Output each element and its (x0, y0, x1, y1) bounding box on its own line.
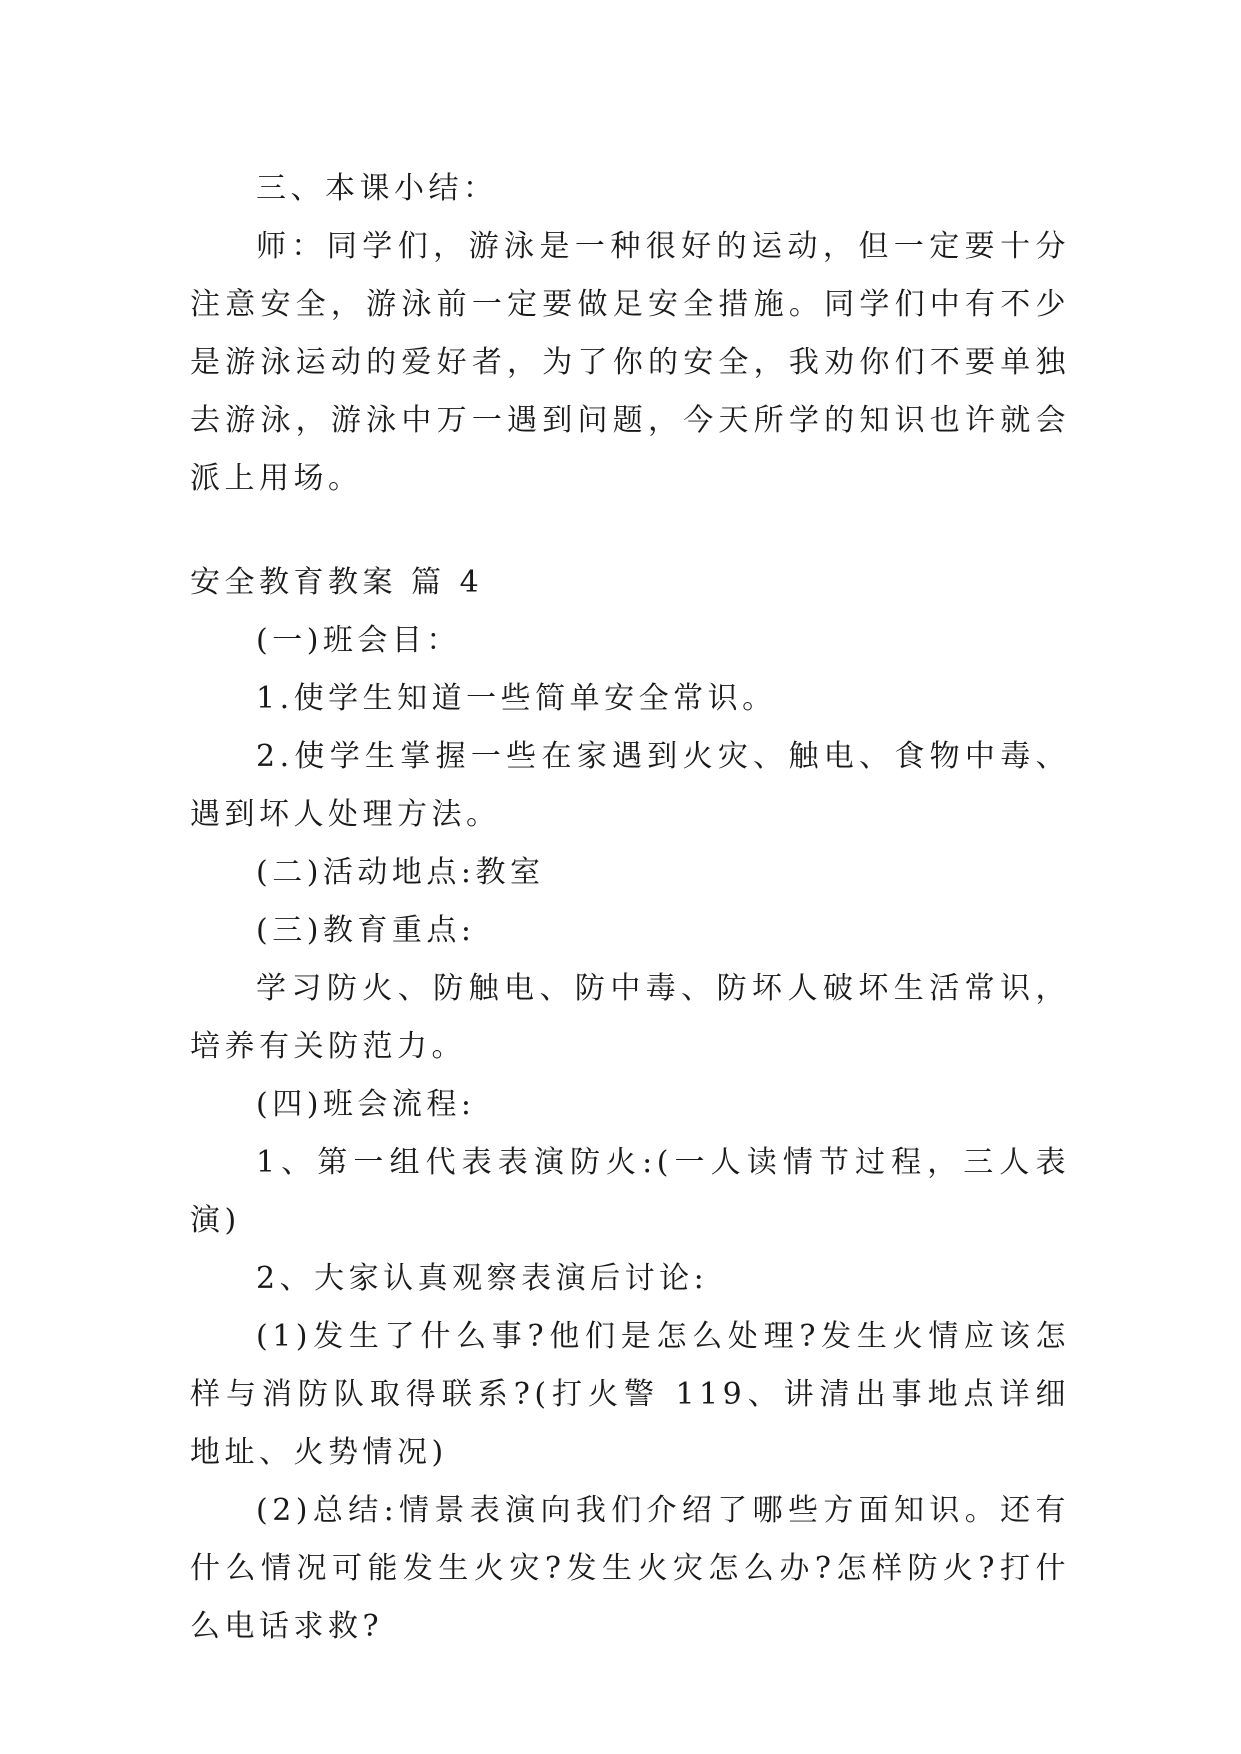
document-body (190, 160, 1070, 1656)
paragraph-class-goal: (一)班会目： (256, 623, 461, 658)
paragraph-process-heading: (四)班会流程: (256, 1087, 476, 1122)
paragraph-location: (二)活动地点:教室 (256, 855, 545, 890)
paragraph-goal-2: 2.使学生掌握一些在家遇到火灾、触电、食物中毒、遇到坏人处理方法。 (190, 739, 1070, 832)
section-summary-heading: 三、本课小结： (256, 171, 498, 206)
paragraph-goal-1: 1.使学生知道一些简单安全常识。 (256, 681, 777, 716)
paragraph-discussion-2: (2)总结:情景表演向我们介绍了哪些方面知识。还有什么情况可能发生火灾?发生火灾怎么办?怎样防火?打什么电话求救? (190, 1493, 1070, 1644)
paragraph-process-step-2: 2、大家认真观察表演后讨论: (256, 1261, 709, 1296)
article-title: 安全教育教案 篇 4 (190, 565, 484, 600)
paragraph-process-step-1: 1、第一组代表表演防火:(一人读情节过程，三人表演) (190, 1145, 1070, 1238)
paragraph-discussion-1: (1)发生了什么事?他们是怎么处理?发生火情应该怎样与消防队取得联系?(打火警 119、讲清出事地点详细地址、火势情况) (190, 1319, 1070, 1470)
paragraph-focus-heading: (三)教育重点: (256, 913, 476, 948)
section-summary-body: 师：同学们，游泳是一种很好的运动，但一定要十分注意安全，游泳前一定要做足安全措施。同学们中有不少是游泳运动的爱好者，为了你的安全，我劝你们不要单独去游泳，游泳中万一遇到问题，今天所学的知识也许就会派上用场。 (190, 229, 1070, 496)
paragraph-focus-body: 学习防火、防触电、防中毒、防坏人破坏生活常识，培养有关防范力。 (190, 971, 1070, 1064)
